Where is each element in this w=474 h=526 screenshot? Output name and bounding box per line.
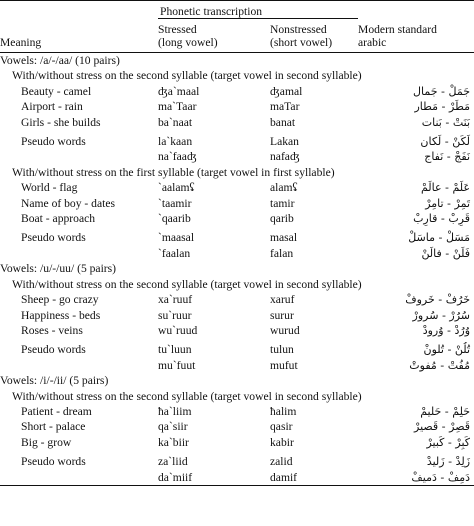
cell-meaning: Pseudo words <box>21 455 86 469</box>
table-row <box>0 342 474 357</box>
cell-nonstressed: falan <box>270 246 294 260</box>
cell-arabic: نَفَجْ - نَفاج <box>424 150 471 164</box>
cell-arabic: لَكَنْ - لَكان <box>420 135 471 149</box>
cell-stressed: da`miif <box>158 470 270 486</box>
cell-meaning: Patient - dream <box>21 404 92 418</box>
cell-nonstressed: Lakan <box>270 135 299 149</box>
header-msa-line1: Modern standard <box>358 23 437 36</box>
cell-arabic: قَصِرْ - قَصيرْ <box>414 420 471 434</box>
cell-stressed: ʤa`maal <box>158 84 200 98</box>
cell-arabic: عَلَمْ - عالَمْ <box>420 181 471 195</box>
cell-stressed: ma`Taar <box>158 100 197 114</box>
table-row <box>0 292 474 307</box>
cell-meaning <box>0 358 158 373</box>
table-row <box>0 180 474 195</box>
cell-nonstressed: zalid <box>270 455 293 469</box>
header-msa <box>358 19 474 53</box>
cell-stressed: `aalamʢ <box>158 181 195 195</box>
cell-arabic: تُلُنْ - تُلونْ <box>423 343 471 357</box>
table-row <box>0 308 474 323</box>
header-group-phonetic <box>158 1 358 19</box>
cell-stressed: su`ruur <box>158 308 192 322</box>
cell-arabic: تَمِرْ - تامِرْ <box>425 196 471 210</box>
cell-arabic: سُرُرْ - سُرورْ <box>412 308 471 322</box>
cell-stressed: xa`ruuf <box>158 293 193 307</box>
cell-meaning: Pseudo words <box>21 343 86 357</box>
subsection-heading-row <box>0 389 474 404</box>
cell-meaning: Short - palace <box>21 420 86 434</box>
subsection-title: With/without stress on the second syllable (target vowel in second syllable) <box>12 69 362 83</box>
cell-nonstressed: masal <box>270 231 298 245</box>
cell-meaning: Beauty - camel <box>21 84 92 98</box>
section-title: Vowels: /i/-/ii/ (5 pairs) <box>0 374 109 388</box>
cell-meaning <box>0 470 158 486</box>
header-stressed <box>158 19 270 53</box>
cell-arabic: مُفُتْ - مُفوتْ <box>409 358 471 372</box>
subsection-title: With/without stress on the first syllable (target vowel in first syllable) <box>12 165 335 179</box>
cell-stressed: ba`naat <box>158 115 193 129</box>
cell-meaning: Big - grow <box>21 435 72 449</box>
subsection-title: With/without stress on the second syllable (target vowel in second syllable) <box>12 277 362 291</box>
header-nonstressed-line1: Nonstressed <box>270 23 327 36</box>
cell-meaning: Name of boy - dates <box>21 196 116 210</box>
subsection-title: With/without stress on the second syllable (target vowel in second syllable) <box>12 389 362 403</box>
cell-nonstressed: surur <box>270 308 294 322</box>
cell-nonstressed: banat <box>270 115 296 129</box>
header-stressed-line2: (long vowel) <box>158 36 218 49</box>
table-row <box>0 435 474 450</box>
cell-nonstressed: damif <box>270 470 358 486</box>
cell-arabic: حَلِمْ - حَليمْ <box>420 404 471 418</box>
cell-meaning: Boat - approach <box>21 212 96 226</box>
cell-meaning: Girls - she builds <box>21 115 101 129</box>
cell-meaning: Roses - veins <box>21 323 83 337</box>
cell-arabic: قَرِبْ - قارِبْ <box>413 212 471 226</box>
table-row <box>0 358 474 373</box>
header-group-label: Phonetic transcription <box>160 5 263 18</box>
cell-stressed: za`liid <box>158 455 188 469</box>
cell-stressed: mu`fuut <box>158 358 196 372</box>
section-heading-row <box>0 261 474 276</box>
cell-stressed: qa`siir <box>158 420 188 434</box>
cell-meaning: Happiness - beds <box>21 308 101 322</box>
header-meaning: Meaning <box>0 19 158 53</box>
cell-meaning: Pseudo words <box>21 231 86 245</box>
cell-stressed: tu`luun <box>158 343 192 357</box>
cell-stressed: la`kaan <box>158 135 193 149</box>
cell-arabic: جَمَلْ - جَمال <box>413 84 471 98</box>
cell-nonstressed: ʤamal <box>270 84 303 98</box>
cell-arabic: دَمِفْ - دَميفْ <box>358 470 474 486</box>
cell-stressed: ħa`liim <box>158 404 192 418</box>
section-title: Vowels: /u/-/uu/ (5 pairs) <box>0 262 117 276</box>
cell-stressed: ka`biir <box>158 435 189 449</box>
cell-stressed: na`faaʤ <box>158 150 197 164</box>
table-row <box>0 149 474 164</box>
subsection-heading-row <box>0 68 474 83</box>
cell-meaning: World - flag <box>21 181 78 195</box>
table-row <box>0 404 474 419</box>
cell-nonstressed: wurud <box>270 323 300 337</box>
table-row <box>0 211 474 226</box>
cell-nonstressed: mufut <box>270 358 298 372</box>
header-stressed-line1: Stressed <box>158 23 197 36</box>
table-row <box>0 454 474 469</box>
cell-nonstressed: kabir <box>270 435 294 449</box>
cell-arabic: مَطَرْ - مَطار <box>414 100 471 114</box>
table-row <box>0 84 474 99</box>
cell-nonstressed: maTar <box>270 100 300 114</box>
section-heading-row <box>0 373 474 388</box>
cell-nonstressed: tulun <box>270 343 294 357</box>
cell-stressed: `maasal <box>158 231 195 245</box>
table-row <box>0 196 474 211</box>
cell-nonstressed: qarib <box>270 212 294 226</box>
cell-nonstressed: alamʢ <box>270 181 298 195</box>
cell-arabic: كَبِرْ - كَبيرْ <box>426 435 471 449</box>
cell-meaning: Pseudo words <box>21 135 86 149</box>
cell-arabic: بَنَتْ - بَنات <box>421 115 471 129</box>
cell-meaning: Sheep - go crazy <box>21 293 99 307</box>
cell-arabic: وُرُدْ - وُرودْ <box>422 323 471 337</box>
table-body <box>0 53 474 486</box>
table-row <box>0 115 474 130</box>
cell-nonstressed: nafaʤ <box>270 150 300 164</box>
table-row <box>0 470 474 486</box>
cell-stressed: `qaarib <box>158 212 191 226</box>
table-row <box>0 323 474 338</box>
table-row <box>0 134 474 149</box>
header-nonstressed <box>270 19 358 53</box>
subsection-heading-row <box>0 165 474 180</box>
section-title: Vowels: /a/-/aa/ (10 pairs) <box>0 54 120 67</box>
cell-nonstressed: ħalim <box>270 404 297 418</box>
table-row <box>0 419 474 434</box>
subsection-heading-row <box>0 277 474 292</box>
table-row <box>0 230 474 245</box>
cell-nonstressed: qasir <box>270 420 293 434</box>
table-row <box>0 246 474 261</box>
cell-nonstressed: tamir <box>270 196 295 210</box>
cell-stressed: `faalan <box>158 246 191 260</box>
header-nonstressed-line2: (short vowel) <box>270 36 333 49</box>
cell-meaning <box>0 246 158 261</box>
cell-stressed: wu`ruud <box>158 323 198 337</box>
cell-arabic: مَسَلْ - ماسَلْ <box>408 231 471 245</box>
cell-stressed: `taamir <box>158 196 192 210</box>
table-header <box>0 1 474 53</box>
cell-meaning <box>0 149 158 164</box>
cell-meaning: Airport - rain <box>21 100 83 114</box>
cell-arabic: زَلِدْ - زَليدْ <box>426 455 471 469</box>
table-row <box>0 99 474 114</box>
cell-arabic: خَرُفْ - خَروفْ <box>405 293 471 307</box>
cell-nonstressed: xaruf <box>270 293 295 307</box>
header-msa-line2: arabic <box>358 36 387 49</box>
section-heading-row <box>0 53 474 69</box>
cell-arabic: فَلَنْ - فالَنْ <box>421 246 471 260</box>
